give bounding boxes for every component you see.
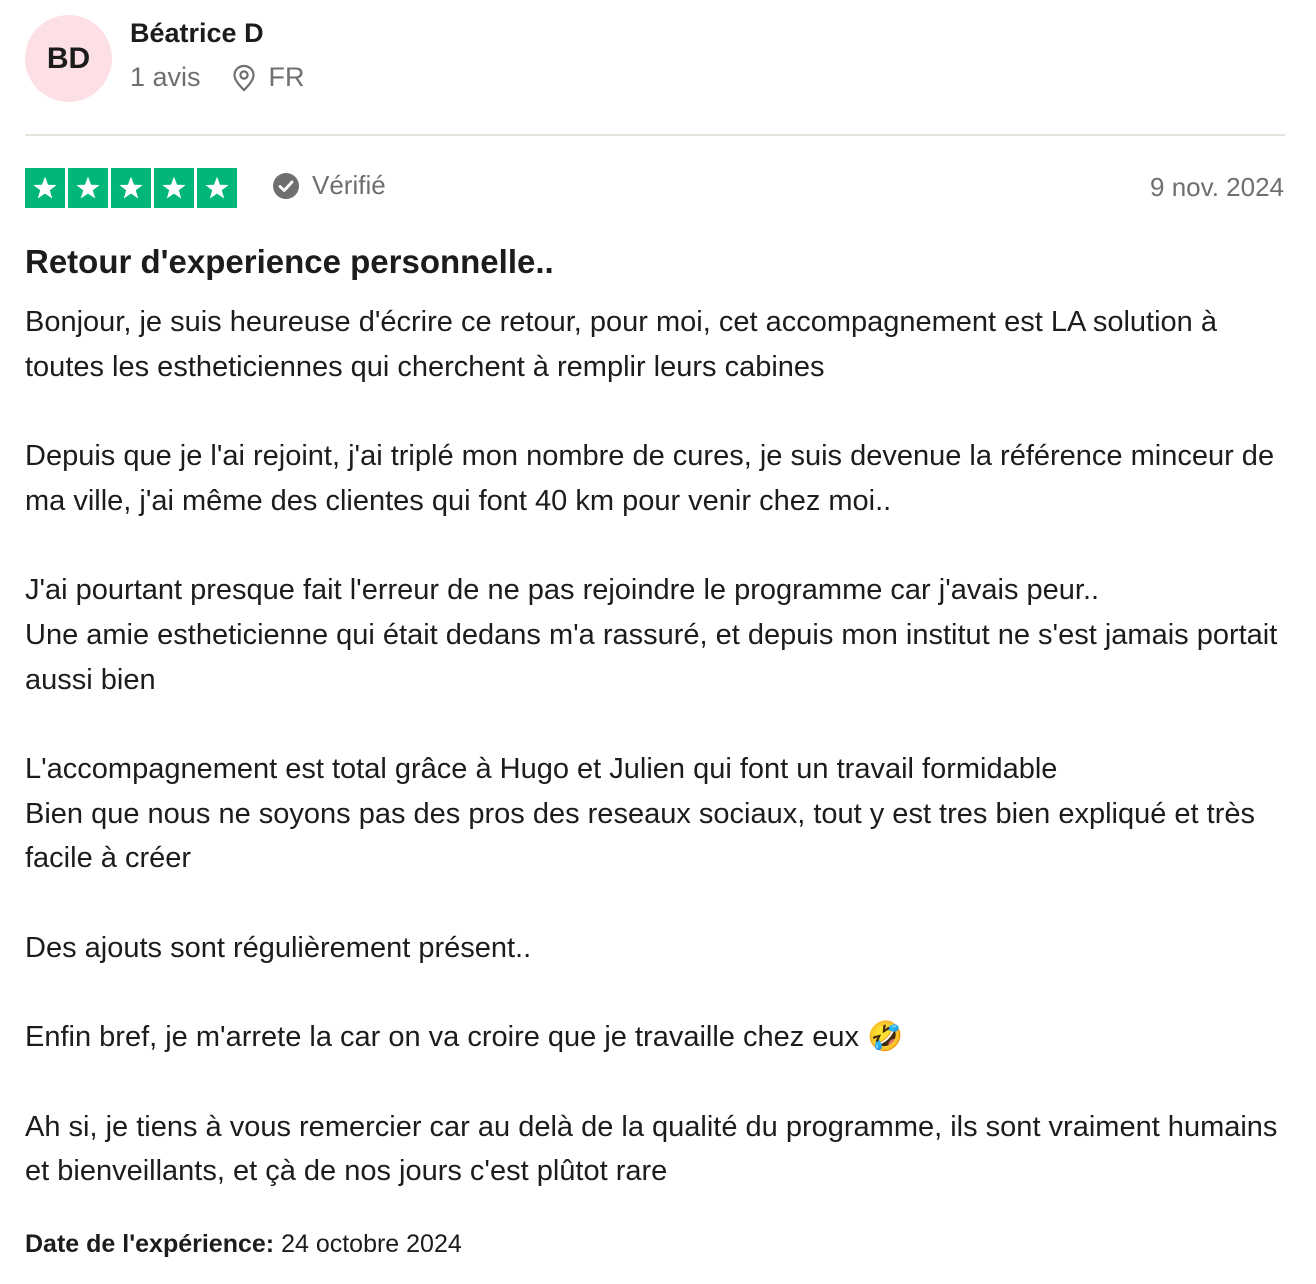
experience-label: Date de l'expérience: [25,1230,275,1258]
verified-label: Vérifié [312,170,386,200]
star-rating [25,168,237,208]
review-paragraph: L'accompagnement est total grâce à Hugo et Julien qui font un travail formidable Bien que nous ne soyons pas des pros des reseaux sociaux, tout y est tres bien expliqué et très facile à créer [25,752,1256,875]
review-paragraph: Des ajouts sont régulièrement présent.. [25,931,532,964]
star-icon [25,168,65,208]
review-date: 9 nov. 2024 [1150,172,1284,202]
review-paragraph: Ah si, je tiens à vous remercier car au delà de la qualité du programme, ils sont vraiment humains et bienveillants, et çà de nos jours c'est plûtot rare [25,1110,1278,1188]
experience-value: 24 octobre 2024 [281,1230,462,1258]
star-icon [68,168,108,208]
divider [25,134,1285,136]
experience-date [25,1230,462,1259]
star-icon [111,168,151,208]
review-paragraph: J'ai pourtant presque fait l'erreur de ne pas rejoindre le programme car j'avais peur.. Une amie estheticienne qui était dedans m'a rassuré, et depuis mon institut ne s'est jamais portait aussi bien [25,574,1278,696]
reviews-count: 1 avis [130,62,201,92]
verified-badge[interactable] [272,170,386,201]
review-paragraph: Bonjour, je suis heureuse d'écrire ce retour, pour moi, cet accompagnement est LA solution à toutes les estheticiennes qui cherchent à remplir leurs cabines [25,306,1217,383]
star-icon [154,168,194,208]
review-paragraph: Depuis que je l'ai rejoint, j'ai triplé mon nombre de cures, je suis devenue la référence minceur de ma ville, j'ai même des clientes qui font 40 km pour venir chez moi.. [25,440,1275,517]
star-icon [197,168,237,208]
avatar[interactable]: BD [25,15,112,102]
author-country: FR [268,62,305,92]
author-meta [130,62,305,93]
review-body [25,300,1295,1239]
review-paragraph: Enfin bref, je m'arrete la car on va croire que je travaille chez eux 🤣 [25,1021,904,1054]
location-pin-icon [231,64,257,92]
author-name[interactable]: Béatrice D [130,18,264,48]
review-title[interactable]: Retour d'experience personnelle.. [25,243,554,280]
checkmark-icon [272,172,300,200]
